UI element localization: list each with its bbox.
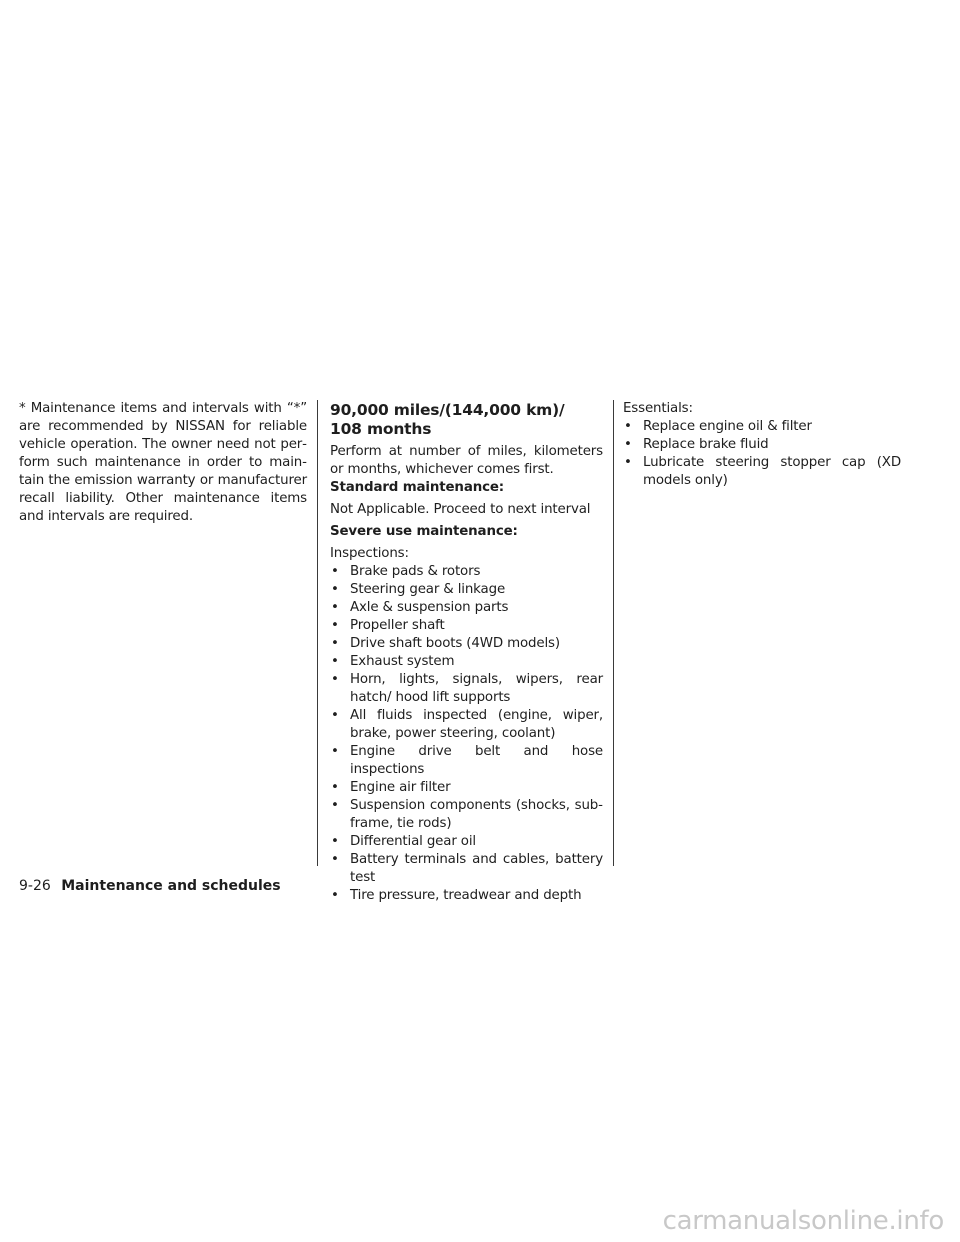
emission-note-paragraph: * Maintenance items and intervals with “*” are recommended by NISSAN for reliable vehicle operation. The owner need not perform such maintenance in order to maintain the emission warranty or manufacturer recall liability. Other maintenance items and intervals are required. (19, 401, 307, 524)
inspections-list (330, 563, 603, 905)
list-item: • Suspension components (shocks, subframe, tie rods) (330, 797, 603, 833)
list-item: • Replace engine oil & filter (623, 418, 901, 436)
list-item: • Lubricate steering stopper cap (XD models only) (623, 454, 901, 490)
essentials-label: Essentials: (623, 401, 693, 416)
watermark-text: carmanualsonline.info (662, 1206, 944, 1236)
page-number: 9-26 (19, 878, 51, 894)
list-item: • All fluids inspected (engine, wiper, brake, power steering, coolant) (330, 707, 603, 743)
list-item: • Differential gear oil (330, 833, 603, 851)
severe-maintenance-label: Severe use maintenance: (330, 524, 518, 539)
column-divider (317, 400, 318, 866)
middle-column (330, 400, 603, 905)
list-item: • Steering gear & linkage (330, 581, 603, 599)
list-item: • Axle & suspension parts (330, 599, 603, 617)
page-footer (19, 877, 281, 895)
list-item: • Engine air filter (330, 779, 603, 797)
list-item: • Replace brake fluid (623, 436, 901, 454)
standard-maintenance-label: Standard maintenance: (330, 480, 505, 495)
list-item: • Drive shaft boots (4WD models) (330, 635, 603, 653)
list-item: • Propeller shaft (330, 617, 603, 635)
interval-heading-line-1: 90,000 miles/(144,000 km)/ (330, 401, 565, 419)
essentials-list (623, 418, 901, 490)
right-column (623, 400, 901, 490)
list-item: • Horn, lights, signals, wipers, rear hatch/ hood lift supports (330, 671, 603, 707)
list-item: • Battery terminals and cables, battery test (330, 851, 603, 887)
column-divider (613, 400, 614, 866)
interval-heading (330, 401, 603, 439)
section-title: Maintenance and schedules (61, 878, 281, 894)
inspections-label: Inspections: (330, 546, 409, 561)
list-item: • Exhaust system (330, 653, 603, 671)
list-item: • Brake pads & rotors (330, 563, 603, 581)
interval-intro: Perform at number of miles, kilometers or months, whichever comes first. (330, 444, 603, 477)
list-item: • Tire pressure, treadwear and depth (330, 887, 603, 905)
interval-heading-line-2: 108 months (330, 420, 432, 438)
standard-maintenance-text: Not Applicable. Proceed to next interval (330, 502, 591, 517)
left-column (19, 400, 307, 526)
list-item: • Engine drive belt and hose inspections (330, 743, 603, 779)
